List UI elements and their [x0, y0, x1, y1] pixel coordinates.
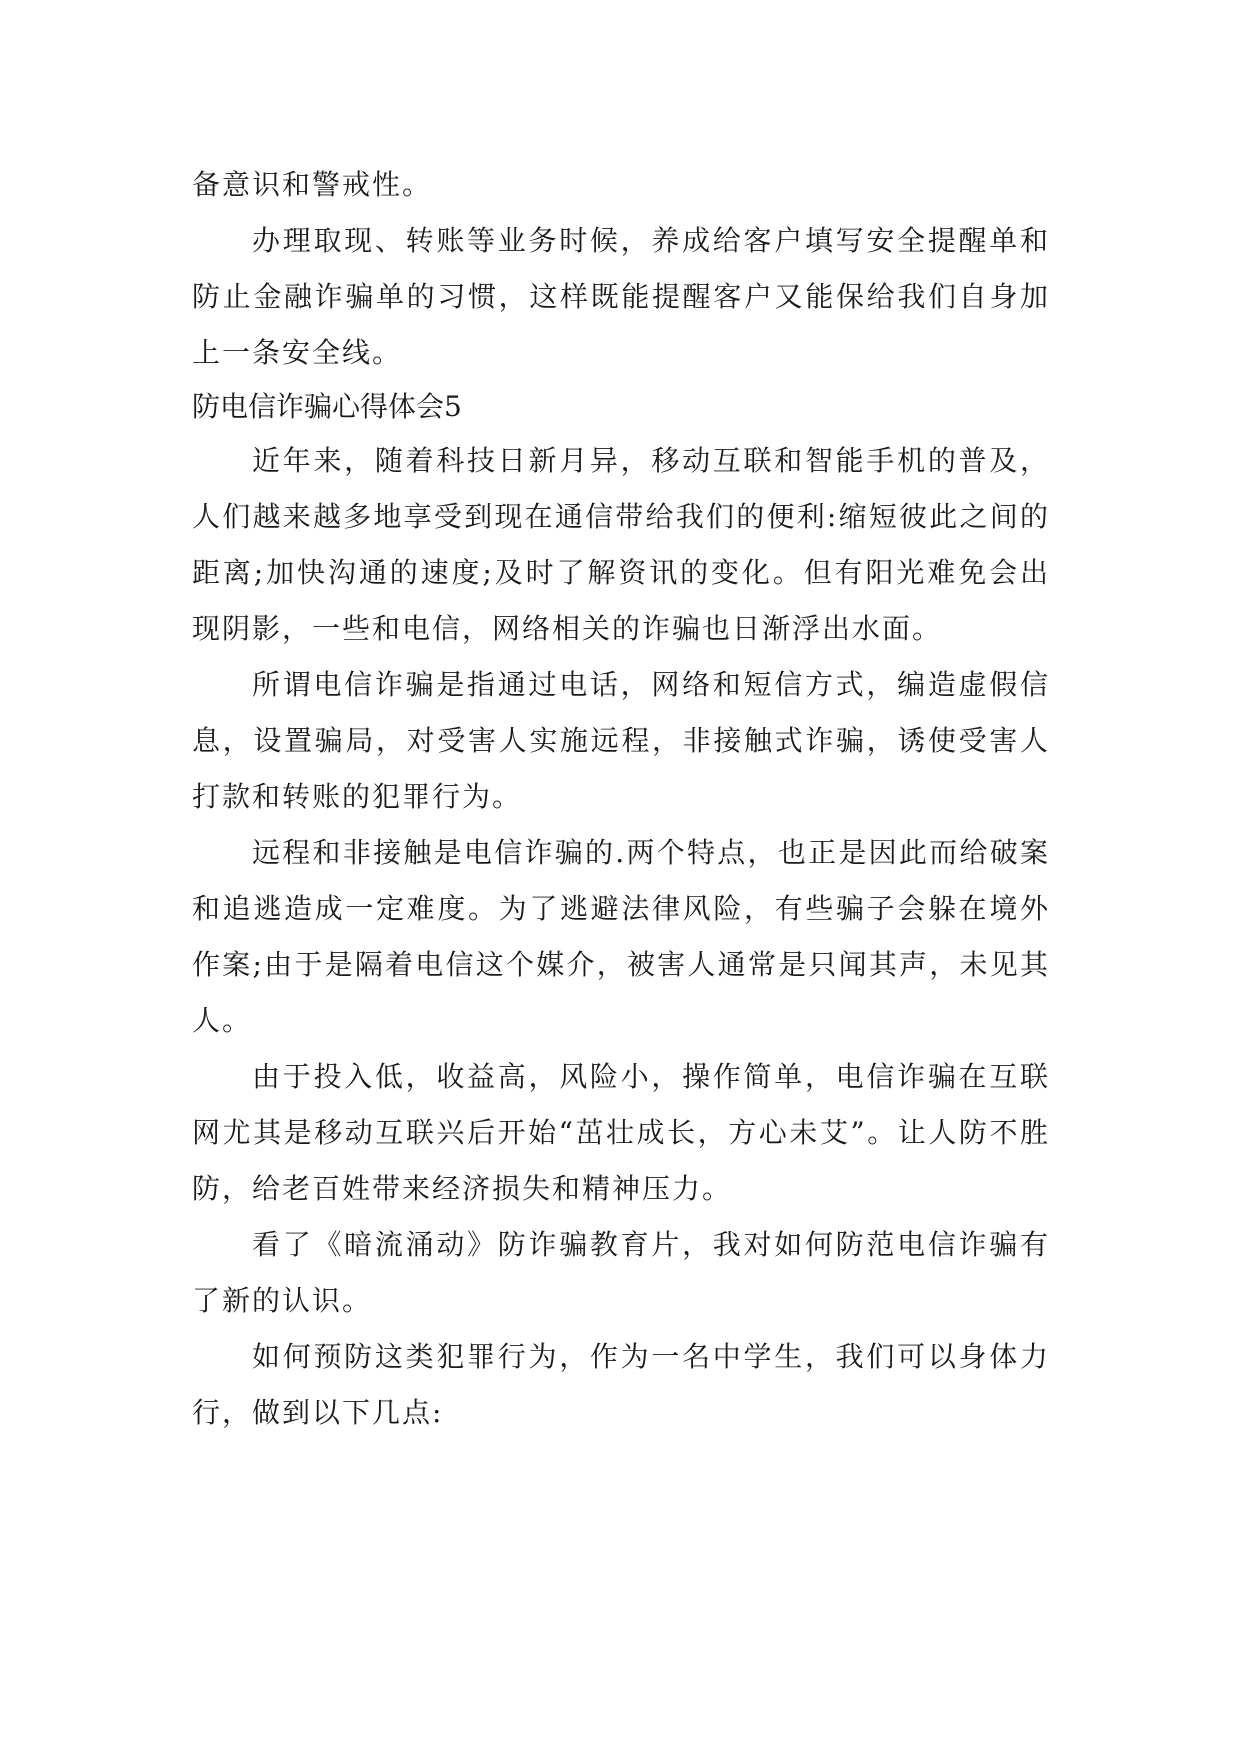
paragraph: 由于投入低，收益高，风险小，操作简单，电信诈骗在互联网尤其是移动互联兴后开始“茁壮成长，方心未艾”。让人防不胜防，给老百姓带来经济损失和精神压力。 [192, 1060, 1050, 1205]
body-text [192, 157, 1050, 1441]
paragraph: 所谓电信诈骗是指通过电话，网络和短信方式，编造虚假信息，设置骗局，对受害人实施远程，非接触式诈骗，诱使受害人打款和转账的犯罪行为。 [192, 668, 1050, 813]
paragraph: 办理取现、转账等业务时候，养成给客户填写安全提醒单和防止金融诈骗单的习惯，这样既能提醒客户又能保给我们自身加上一条安全线。 [192, 224, 1050, 369]
paragraph: 近年来，随着科技日新月异，移动互联和智能手机的普及，人们越来越多地享受到现在通信带给我们的便利:缩短彼此之间的距离;加快沟通的速度;及时了解资讯的变化。但有阳光难免会出现阴影，一些和电信，网络相关的诈骗也日渐浮出水面。 [192, 444, 1050, 645]
paragraph: 如何预防这类犯罪行为，作为一名中学生，我们可以身体力行，做到以下几点: [192, 1340, 1050, 1429]
section-heading: 防电信诈骗心得体会5 [192, 390, 462, 423]
paragraph-continuation: 备意识和警戒性。 [192, 168, 433, 201]
paragraph: 看了《暗流涌动》防诈骗教育片，我对如何防范电信诈骗有了新的认识。 [192, 1228, 1050, 1317]
paragraph: 远程和非接触是电信诈骗的.两个特点，也正是因此而给破案和追逃造成一定难度。为了逃避法律风险，有些骗子会躲在境外作案;由于是隔着电信这个媒介，被害人通常是只闻其声，未见其人。 [192, 836, 1050, 1037]
